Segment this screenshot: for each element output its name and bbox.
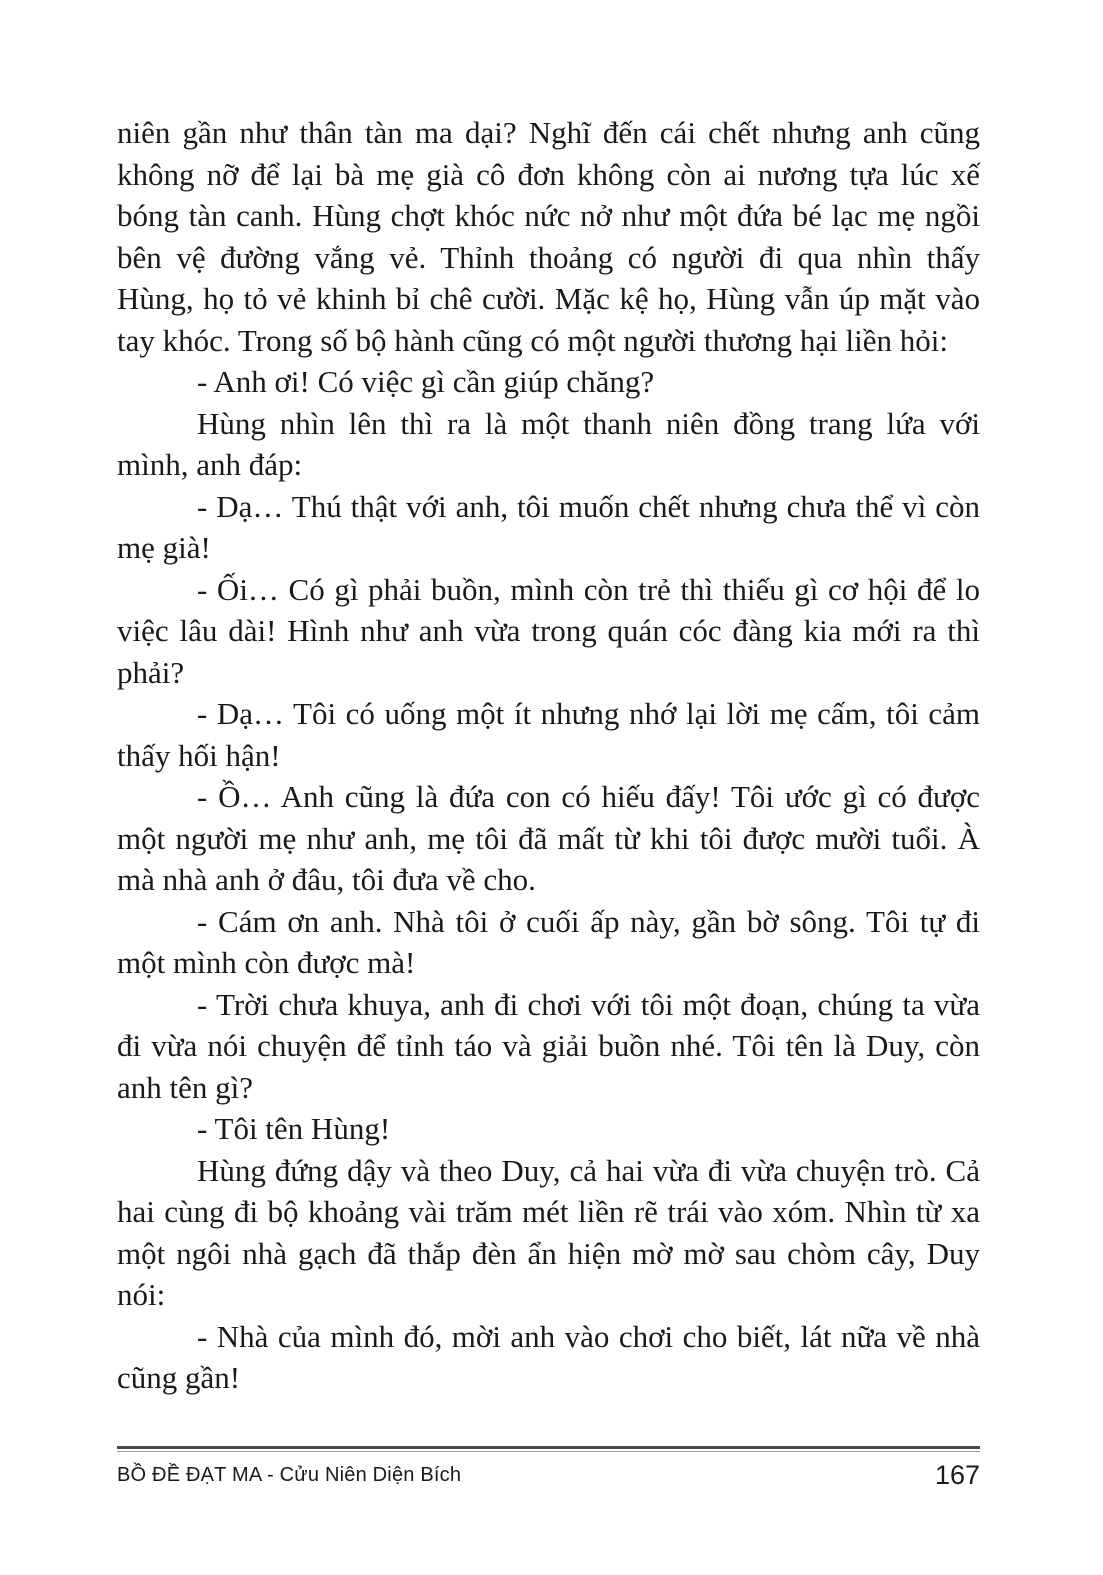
page-number: 167 (934, 1459, 980, 1490)
paragraph: Hùng nhìn lên thì ra là một thanh niên đồng trang lứa với mình, anh đáp: (117, 405, 980, 482)
footer-divider (117, 1446, 980, 1449)
paragraph: - Trời chưa khuya, anh đi chơi với tôi một đoạn, chúng ta vừa đi vừa nói chuyện để tỉnh táo và giải buồn nhé. Tôi tên là Duy, còn anh tên gì? (117, 986, 980, 1105)
page-body (117, 112, 980, 1399)
page-footer (117, 1455, 980, 1495)
paragraph: niên gần như thân tàn ma dại? Nghĩ đến cái chết nhưng anh cũng không nỡ để lại bà mẹ già cô đơn không còn ai nương tựa lúc xế bóng tàn canh. Hùng chợt khóc nức nở như một đứa bé lạc mẹ ngồi bên vệ đường vắng vẻ. Thỉnh thoảng có người đi qua nhìn thấy Hùng, họ tỏ vẻ khinh bỉ chê cười. Mặc kệ họ, Hùng vẫn úp mặt vào tay khóc. Trong số bộ hành cũng có một người thương hại liền hỏi: (117, 115, 980, 358)
paragraph: - Dạ… Tôi có uống một ít nhưng nhớ lại lời mẹ cấm, tôi cảm thấy hối hận! (117, 696, 980, 773)
paragraph: - Anh ơi! Có việc gì cần giúp chăng? (197, 364, 655, 399)
paragraph: Hùng đứng dậy và theo Duy, cả hai vừa đi vừa chuyện trò. Cả hai cùng đi bộ khoảng vài trăm mét liền rẽ trái vào xóm. Nhìn từ xa một ngôi nhà gạch đã thắp đèn ẩn hiện mờ mờ sau chòm cây, Duy nói: (117, 1152, 980, 1312)
paragraph: - Dạ… Thú thật với anh, tôi muốn chết nhưng chưa thể vì còn mẹ già! (117, 488, 980, 565)
paragraph: - Nhà của mình đó, mời anh vào chơi cho biết, lát nữa về nhà cũng gần! (117, 1318, 980, 1395)
book-title: BỒ ĐỀ ĐẠT MA - Cửu Niên Diện Bích (117, 1463, 462, 1486)
paragraph: - Ồ… Anh cũng là đứa con có hiếu đấy! Tôi ước gì có được một người mẹ như anh, mẹ tôi đã mất từ khi tôi được mười tuổi. À mà nhà anh ở đâu, tôi đưa về cho. (117, 779, 980, 897)
paragraph: - Ối… Có gì phải buồn, mình còn trẻ thì thiếu gì cơ hội để lo việc lâu dài! Hình như anh vừa trong quán cóc đàng kia mới ra thì phải? (117, 571, 980, 690)
paragraph: - Tôi tên Hùng! (197, 1111, 391, 1146)
paragraph: - Cám ơn anh. Nhà tôi ở cuối ấp này, gần bờ sông. Tôi tự đi một mình còn được mà! (117, 903, 980, 980)
